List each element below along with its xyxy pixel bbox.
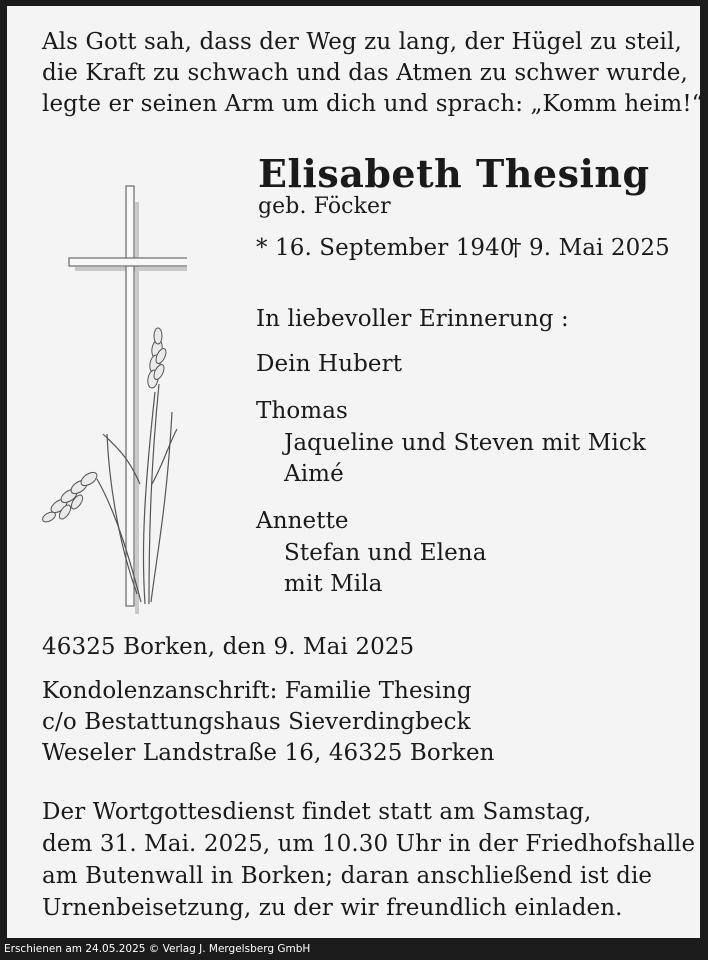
condolence-line-1: Kondolenzanschrift: Familie Thesing [42, 678, 472, 704]
child2-name: Annette [256, 508, 349, 534]
birth-date: * 16. September 1940 [256, 235, 515, 261]
service-line-2: dem 31. Mai. 2025, um 10.30 Uhr in der Friedhofshalle [42, 831, 696, 857]
obituary-notice [7, 6, 704, 938]
deceased-name: Elisabeth Thesing [258, 151, 650, 196]
condolence-line-2: c/o Bestattungshaus Sieverdingbeck [42, 709, 471, 735]
poem-line-1: Als Gott sah, dass der Weg zu lang, der Hügel zu steil, [42, 29, 682, 55]
death-date: † 9. Mai 2025 [510, 235, 670, 261]
spouse-name: Dein Hubert [256, 351, 403, 377]
child1-name: Thomas [256, 398, 348, 424]
remembrance-intro: In liebevoller Erinnerung : [256, 306, 569, 332]
publication-footer: Erschienen am 24.05.2025 © Verlag J. Mergelsberg GmbH [4, 943, 311, 955]
poem-line-3: legte er seinen Arm um dich und sprach: „Komm heim!“ [42, 91, 704, 117]
service-line-3: am Butenwall in Borken; daran anschließend ist die [42, 863, 653, 889]
maiden-name: geb. Föcker [258, 194, 391, 219]
poem-line-2: die Kraft zu schwach und das Atmen zu schwer wurde, [42, 60, 688, 86]
child2-family-line-1: Stefan und Elena [284, 540, 487, 566]
child1-family-line-2: Aimé [284, 461, 344, 487]
child2-family-line-2: mit Mila [284, 571, 383, 597]
service-line-4: Urnenbeisetzung, zu der wir freundlich einladen. [42, 895, 623, 921]
condolence-line-3: Weseler Landstraße 16, 46325 Borken [42, 740, 495, 766]
place-date: 46325 Borken, den 9. Mai 2025 [42, 634, 415, 660]
cross-with-wheat-icon [37, 184, 187, 614]
service-line-1: Der Wortgottesdienst findet statt am Samstag, [42, 799, 592, 825]
child1-family-line-1: Jaqueline und Steven mit Mick [284, 430, 646, 456]
